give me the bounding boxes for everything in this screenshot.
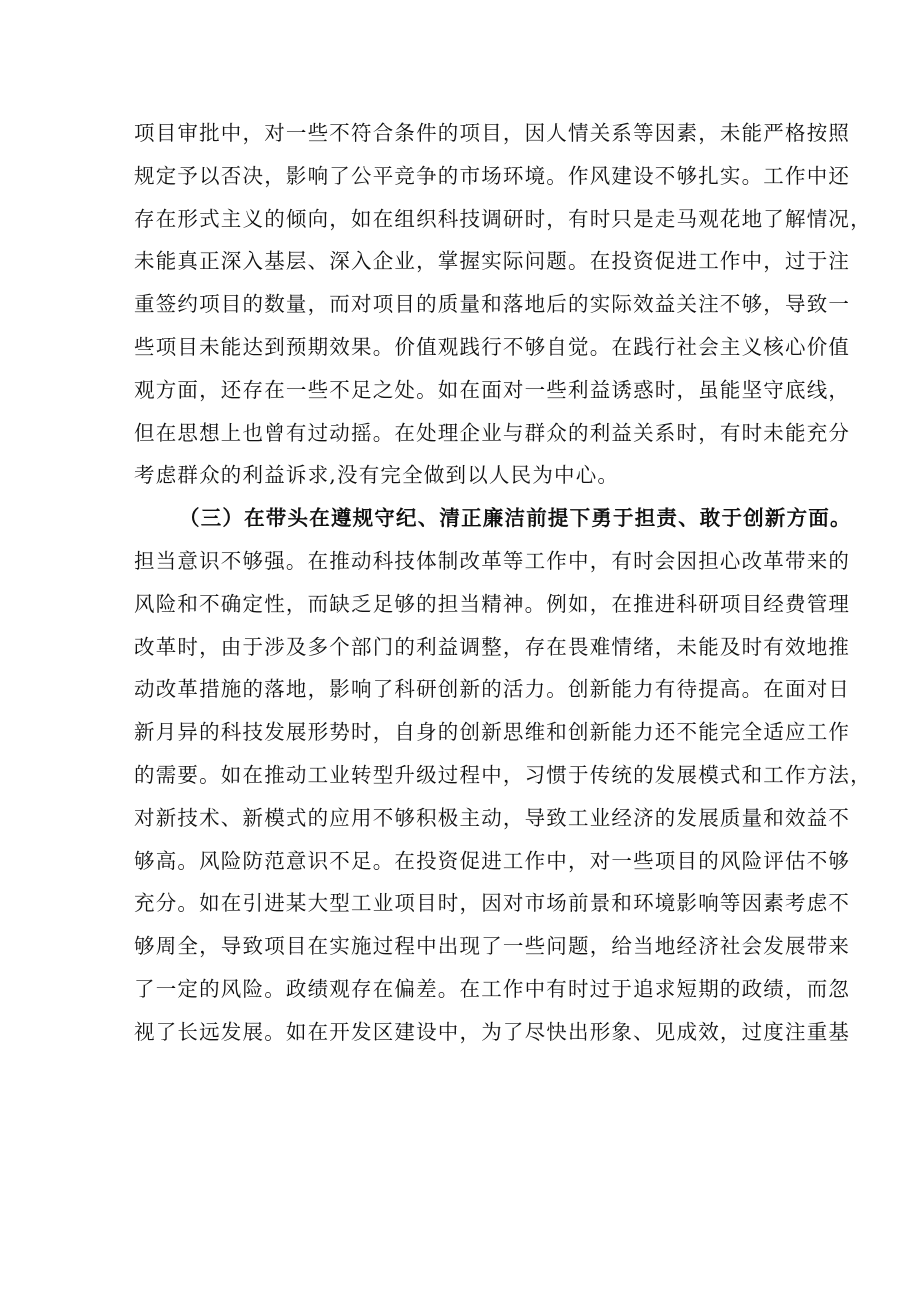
- paragraph-line: 重签约项目的数量，而对项目的质量和落地后的实际效益关注不够，导致一: [134, 292, 851, 317]
- paragraph-line: 考虑群众的利益诉求,没有完全做到以人民为中心。: [134, 463, 620, 488]
- paragraph-line: 项目审批中，对一些不符合条件的项目，因人情关系等因素，未能严格按照: [134, 121, 851, 145]
- paragraph-line: 对新技术、新模式的应用不够积极主动，导致工业经济的发展质量和效益不: [134, 805, 851, 830]
- paragraph-line: 观方面，还存在一些不足之处。如在面对一些利益诱惑时，虽能坚守底线，: [134, 377, 851, 402]
- paragraph-line: 新月异的科技发展形势时，自身的创新思维和创新能力还不能完全适应工作: [134, 720, 851, 745]
- paragraph-line: 未能真正深入基层、深入企业，掌握实际问题。在投资促进工作中，过于注: [134, 249, 851, 274]
- paragraph-line: 动改革措施的落地，影响了科研创新的活力。创新能力有待提高。在面对日: [134, 677, 851, 702]
- paragraph-line: 但在思想上也曾有过动摇。在处理企业与群众的利益关系时，有时未能充分: [134, 420, 851, 445]
- paragraph-line: 改革时，由于涉及多个部门的利益调整，存在畏难情绪，未能及时有效地推: [134, 634, 851, 659]
- paragraph-line: 充分。如在引进某大型工业项目时，因对市场前景和环境影响等因素考虑不: [134, 891, 851, 916]
- paragraph-line: 够高。风险防范意识不足。在投资促进工作中，对一些项目的风险评估不够: [134, 848, 851, 873]
- document-body: [134, 112, 872, 1054]
- paragraph-line: 风险和不确定性，而缺乏足够的担当精神。例如，在推进科研项目经费管理: [134, 591, 851, 616]
- paragraph-line: 规定予以否决，影响了公平竞争的市场环境。作风建设不够扎实。工作中还: [134, 163, 851, 188]
- paragraph-line: 担当意识不够强。在推动科技体制改革等工作中，有时会因担心改革带来的: [134, 548, 851, 573]
- paragraph-line: 的需要。如在推动工业转型升级过程中，习惯于传统的发展模式和工作方法，: [134, 762, 872, 787]
- paragraph-line: 了一定的风险。政绩观存在偏差。在工作中有时过于追求短期的政绩，而忽: [134, 976, 851, 1001]
- paragraph-line: 够周全，导致项目在实施过程中出现了一些问题，给当地经济社会发展带来: [134, 934, 851, 959]
- section-heading: （三）在带头在遵规守纪、清正廉洁前提下勇于担责、敢于创新方面。: [179, 506, 852, 531]
- paragraph-line: 存在形式主义的倾向，如在组织科技调研时，有时只是走马观花地了解情况，: [134, 206, 872, 231]
- paragraph-line: 些项目未能达到预期效果。价值观践行不够自觉。在践行社会主义核心价值: [134, 334, 851, 359]
- paragraph-line: 视了长远发展。如在开发区建设中，为了尽快出形象、见成效，过度注重基: [134, 1019, 851, 1044]
